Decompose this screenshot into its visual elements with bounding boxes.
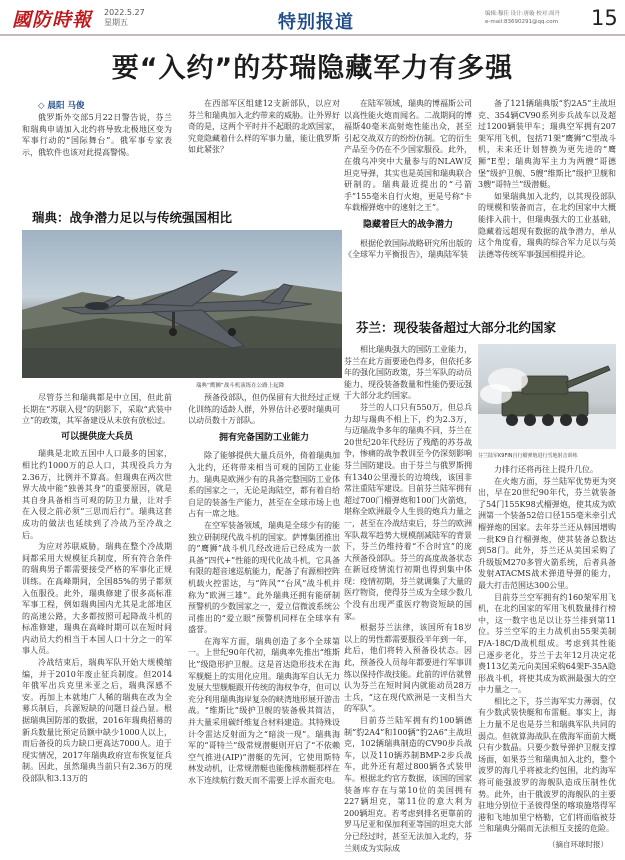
newspaper-logo: 國防時報 — [12, 9, 93, 31]
author-byline: ◇ 晨阳 马俊 — [38, 101, 85, 111]
col3-paragraph-6: 目前芬兰陆军拥有约100辆德制“豹2A4”和100辆“豹2A6”主战坦克，102辆瑞典制造的CV90步兵战车，以及110辆苏制BMP-2步兵战车，此外还有超过800辆各式装甲车。根据北约官方数据，该国的国家装备库存在与第10位的美国拥有227辆坦克，第11位的意大利为200辆坦克。若考虑到排名更靠前的罗马尼亚和保加利亚等国的坦克大部分已经过时，甚至无法加入北约，芬兰则成为实际成 — [344, 716, 472, 853]
col4-paragraph-1: 备了121辆瑞典版“豹2A5”主战坦克、354辆CV90系列步兵战车以及超过1200辆装甲车；瑞典空军拥有207架军用飞机，包括71架“鹰狮”C型战斗机，未来还计划替换为更先进的“鹰狮”E型；瑞典海军主力为两艘“哥德堡”级护卫舰、5艘“维斯比”级护卫舰和3艘“哥特兰”级潜艇。 — [478, 99, 616, 190]
col1-body — [22, 392, 172, 860]
subheading-industry: 拥有完备国防工业能力 — [218, 432, 309, 443]
subheading-finland: 芬兰：现役装备超过大部分北约国家 — [356, 320, 557, 335]
col4-top — [478, 98, 616, 312]
col1-paragraph-2: 瑞典是北欧五国中人口最多的国家，相比约1000万的总人口，其现役兵力为2.36万，比例并不算高。但瑞典在两次世界大战中能“独善其身”的重要原因，就是其自身具备相当可观的防卫力量，让对手在入侵之前必须“三思而后行”。瑞典这套成功的做法也延续到了冷战乃至冷战之后。 — [22, 449, 172, 540]
col3-paragraph-1: 在陆军领域，瑞典的博福斯公司以高性能火炮而闻名。二战期间的博福斯40毫米高射炮性能出众，甚至引起交战双方的纷纷仿制。它的衍生产品至今仍在不少国家服役。此外，在俄乌冲突中大量参与的NLAW反坦克导弹，其实也是英国和瑞典联合研制的。瑞典最近提出的“弓箭手”155毫米自行火炮，更是号称“卡车载榴弹炮中的速射之王”。 — [344, 99, 472, 213]
col3-paragraph-5: 根据芬兰法律，该国所有18岁以上的男性都需要服役半年到一年，此后，他们将转入预备役状态。因此，预备役人员每年都要进行军事训练以保持作战技能。此前的评估就曾认为芬兰在短时间内就能动员28万士兵，“这在现代欧洲是一支相当大的军队”。 — [344, 623, 472, 714]
col1-paragraph-3: 为应对苏联威胁，瑞典在整个冷战期间都采用大规模征兵制度，所有符合条件的瑞典男子都需要接受严格的军事化正规训练。在高峰期间，全国85%的男子都须入伍服役。此外，瑞典修建了很多高标准军事工程，例如瑞典国内尤其是北部地区的高速公路，大多都按照可起降战斗机的标准修建，瑞典在高峰时期可以在短时间内动员大约相当于本国人口十分之一的军事人员。 — [22, 542, 172, 656]
col2-paragraph-1: 除了能够提供大量兵员外，倚着瑞典加入北约，还将带来相当可观的国防工业能力。瑞典是欧洲少有的具备完整国防工业体系的国家之一，无论是海陆空，都有着自给自足的装备生产能力，甚至在全球市场上也占有一席之地。 — [188, 451, 340, 519]
gripen-fighter-photo — [22, 230, 342, 378]
issue-date — [104, 8, 145, 28]
section-title: 特别报道 — [278, 12, 354, 33]
col4-body — [478, 464, 616, 836]
editors-line2: e-mail:83690291@qq.com — [485, 19, 558, 25]
editors-line1: 编辑:穆佳 设计:唐璇 校对:周丹 — [485, 11, 561, 17]
col2-top — [188, 98, 340, 204]
col1-paragraph-1: 尽管芬兰和瑞典都是中立国，但此前长期在“苏联入侵”的阴影下，采取“武装中立”的政策，其军备建设从未放有放松过。 — [22, 393, 172, 426]
photo1-caption: 瑞典“鹰狮”战斗机演练在公路上起降 — [196, 383, 285, 389]
subheading-sweden: 瑞典：战争潜力足以与传统强国相比 — [32, 210, 233, 225]
gripen-illustration — [22, 230, 342, 378]
col3-paragraph-3: 相比瑞典强大的国防工业能力，芬兰在此方面要逊色得多，但依托多年的强化国防政策，芬兰军队的动员能力、现役装备数量和性能仍要远强于大部分北约国家。 — [344, 345, 472, 401]
editors-info — [485, 10, 560, 26]
col4-paragraph-4: 在火炮方面，芬兰陆军优势更为突出，早在20世纪90年代，芬兰就装备了54门155K98式榴弹炮，使其成为欧洲第一个装备52倍口径155毫米牵引式榴弹炮的国家。去年芬兰还从韩国增购一批K9自行榴弹炮，使其装备总数达到58门。此外，芬兰还从美国采购了升级版M270多管火箭系统，后者具备发射ATACMS战术弹道导弹的能力，最大打击范围达300公里。 — [478, 476, 616, 590]
col2-paragraph-3: 在海军方面，瑞典创造了多个全球第一。上世纪90年代初，瑞典率先推出“维斯比”级隐形护卫舰。这是首达隐形技术在海军舰艇上的实用化应用。瑞典海军自认无力发展大型舰艇跟开传统的海权争夺，但可以充分利用瑞典海岸复杂的峡湾地形展开游击战。“维斯比”级护卫舰的装备极其简洁，并大量采用碳纤维复合材料建造。其特殊设计令雷达反射面为之“暗淡一现”。瑞典海军的“哥特兰”级常规潜艇则开启了“不依赖空气推进(AIP)”潜艇的先河，它使用斯特林发动机，让常规潜艇也能像核潜艇那样在水下连续航行数天而不需要上浮水面充电。 — [188, 636, 340, 785]
masthead — [0, 0, 625, 36]
headline: 要“入约”的芬瑞隐藏军力有多强 — [111, 53, 514, 84]
weekday-text: 星期五 — [104, 18, 128, 27]
col2-top-paragraph: 在西部军区组建12支新部队，以应对芬兰和瑞典加入北约带来的威胁。让外界好奇的是，这两个平时并不起眼的北欧国家，究竟隐藏着什么样的军事力量，能让俄罗斯如此紧张？ — [188, 99, 340, 155]
lead-paragraph: 俄罗斯外交部5月22日警告说，芬兰和瑞典申请加入北约将导致北极地区变为军事行动的“国际舞台”。俄军事专家表示，俄软件也该对此提高警惕。 — [22, 113, 172, 157]
col2-bottom-paragraph: 预备役部队，但仍保留有大批经过正规化训练的适龄人群，外界估计必要时瑞典可以动员数十万部队。 — [188, 393, 340, 426]
subheading-manpower: 可以提供庞大兵员 — [60, 431, 133, 442]
col4-paragraph-5: 目前芬兰空军拥有约160架军用飞机，在北约国家的军用飞机数量排行榜中，这一数字也足以让芬兰排到第11位。芬兰空军的主力战机由55架美制F/A-18C/D战机组成。考虑到其性能已逐步老化，芬兰于去年12月决定花费113亿美元向美国采购64架F-35A隐形战斗机，将使其成为欧洲最强大的空中力量之一。 — [478, 592, 616, 695]
k9-howitzer-photo — [478, 344, 616, 449]
col3-top — [344, 98, 472, 282]
col2-paragraph-2: 在空军装备领域，瑞典是全球少有的能独立研制现代战斗机的国家。萨博集团推出的“鹰狮”战斗机几经改进后已经成为一款具备“四代+”性能的现代化战斗机，它具备有限的超音速巡航能力，配备了有源相控阵机载火控雷达，与“阵风”“台风”战斗机并称为“欧洲三雄”。此外瑞典还拥有能研制预警机的少数国家之一，爱立信微波系统公司推出的“爱立眼”预警机同样在全球享有盛誉。 — [188, 520, 340, 635]
page-number: 15 — [591, 6, 618, 30]
col1-paragraph-4: 冷战结束后，瑞典军队开始大规模缩编，并于2010年废止征兵制度。但2014年俄军出兵克里米亚之后，瑞典深感不安。再加上本就地广人稀的瑞典在改为全募兵制后，兵源短缺的问题日益凸显。根据瑞典国防部的数据，2016年瑞典招募的新兵数量比预定员额中缺少1000人以上，而后备役的兵力缺口更高达7000人。迫于现实情况，2017年瑞典政府宣布恢复征兵制。因此，虽然瑞典当前只有2.36万的现役部队和3.13万的 — [22, 658, 172, 783]
col4-paragraph-6: 相比之下，芬兰海军实力薄弱，仅有少数武装快艇和布雷艇。事实上，海上力量不足也是芬兰和瑞典军队共同的弱点。但就算海战队在俄海军面前大概只有少数晶。只要少数导弹护卫舰支撑场面，如果芬兰和瑞典加入北约，整个波罗的海几乎将被北约包围，北约海军将可能强波罗的海舰队造成压制性优势。此外，由于俄波罗的海舰队的主要驻地分别位于圣彼得堡的喀琅施塔得军港和飞地加里宁格勒，它们将面临被芬兰和瑞典分隔而无法相互支援的危险。 — [478, 696, 616, 834]
source-note: （摘自环球时报） — [548, 840, 608, 849]
col3-body — [344, 344, 472, 860]
col4-paragraph-2: 如果瑞典加入北约，以其现役部队的规模和装备而言，在北约国家中大概能排入前十，但瑞典强大的工业基础，隐藏着远超现有数据的战争潜力，单从这个角度看，瑞典的综合军力足以与英法德等传统军事强国相提并论。 — [478, 191, 616, 259]
howitzer-illustration — [478, 344, 616, 449]
date-text: 2022.5.27 — [104, 8, 145, 17]
col2-body — [188, 392, 340, 860]
photo2-caption: 芬兰陆军K9FIN自行榴弹炮进行雪地射击训练 — [478, 453, 578, 459]
col1-lead — [22, 112, 172, 204]
col4-paragraph-3: 力排行还将再往上提升几位。 — [494, 465, 598, 474]
col3-paragraph-2: 根据伦敦国际战略研究所出版的《全球军力平衡报告》，瑞典陆军装 — [344, 238, 472, 260]
col3-paragraph-4: 芬兰的人口只有550万，但总兵力却与瑞典不相上下，约为2.3万，与迈瑞战争多年的瑞典不同，芬兰在20世纪20年代经历了残酷的苏芬战争，惨痛的战争教训至今仍深刻影响芬兰国防建设。由于芬兰与俄罗斯拥有1340公里漫长的边境线，该国非常注重陆军建设。目前芬兰陆军拥有超过700门榴弹炮和100门火箭炮，堪称全欧洲最令人生畏的炮兵力量之一，甚至在冷战结束后，芬兰的欧洲军队裁军趋势大规模削减陆军的背景下，芬兰仍维持着“不合时宜”的庞大预备役部队。芬兰的高度战备状态在新冠疫情流行初期也得到集中体现：疫情初期，芬兰就调集了大量的医疗物资，使得芬兰成为全球少数几个没有出现严重医疗物资短缺的国家。 — [344, 402, 472, 621]
subheading-potential: 隐藏着巨大的战争潜力 — [362, 219, 453, 230]
